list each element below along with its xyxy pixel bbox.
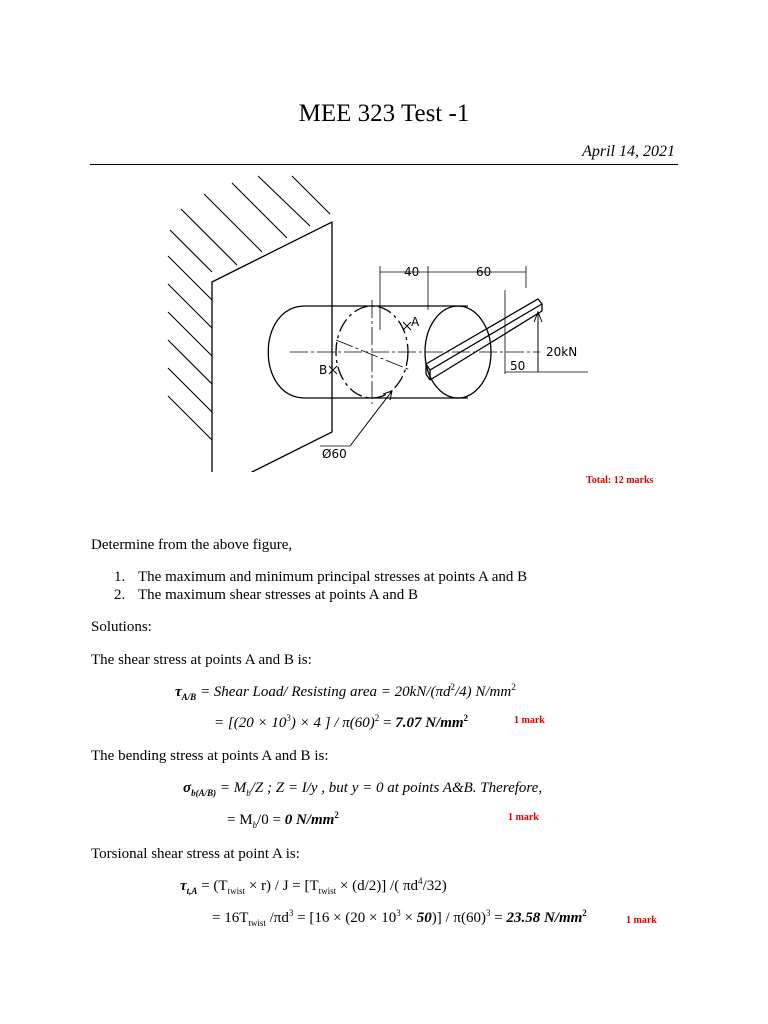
point-a-label: A	[411, 315, 420, 329]
dimension-50: 50	[510, 359, 526, 373]
mark-torsion: 1 mark	[626, 915, 657, 926]
point-b-label: B	[319, 363, 328, 377]
dimension-60: 60	[476, 265, 492, 279]
question-item-text: The maximum shear stresses at points A and B	[138, 587, 418, 603]
shear-stress-calculation: = [$(20 \times 10^3) \times 4$ ] / $\pi(60)^2 = 7.07$ $N/mm^2$	[214, 713, 469, 731]
test-date: April 14, 2021	[582, 143, 675, 160]
page-title: MEE 323 Test -1	[298, 100, 470, 127]
question-item-number: 1.	[114, 569, 126, 585]
question-item-2	[114, 587, 418, 604]
dimension-40: 40	[404, 265, 420, 279]
total-marks: Total: 12 marks	[586, 475, 654, 486]
question-item-1	[114, 569, 527, 586]
shear-intro: The shear stress at points A and B is:	[91, 652, 312, 668]
wall-hatching	[168, 176, 330, 440]
bending-stress-definition: $\sigma_{b(A/B)} = M_b/Z$ ; Z = I/y , but y = 0 at points A&B. Therefore,	[183, 780, 543, 798]
load-label: 20kN	[546, 345, 578, 359]
header-divider	[90, 164, 678, 165]
solutions-heading: Solutions:	[91, 619, 152, 635]
cantilever-shaft-figure	[130, 172, 590, 472]
torsion-intro: Torsional shear stress at point A is:	[91, 846, 300, 862]
mark-shear: 1 mark	[514, 715, 545, 726]
question-item-number: 2.	[114, 587, 126, 603]
question-item-text: The maximum and minimum principal stresses at points A and B	[138, 569, 528, 585]
question-intro: Determine from the above figure,	[91, 537, 293, 553]
mark-bending: 1 mark	[508, 812, 539, 823]
bending-stress-calculation: = $M_b/0 = 0$ $N/mm^2$	[227, 810, 339, 830]
torsion-stress-calculation: = $16T_{twist}$ $/\pi d^3 = [16 \times (20 \times 10^3 \times 50)] / \pi(60)^3 = 23.58$ $N/mm^2$	[212, 908, 587, 928]
torsion-stress-definition: $\tau_{t,A} = (T_{twist} \times r) / J = [T_{twist} \times (d/2)]$ /( $\pi d^4/32$)	[180, 876, 447, 896]
wall-plate	[212, 222, 332, 472]
shear-stress-definition: $\tau_{A/B}$ = Shear Load/ Resisting area = $20kN/(\pi d^2/4)$ $N/mm^2$	[175, 682, 516, 702]
diameter-label: Ø60	[322, 447, 347, 461]
bending-intro: The bending stress at points A and B is:	[91, 748, 329, 764]
